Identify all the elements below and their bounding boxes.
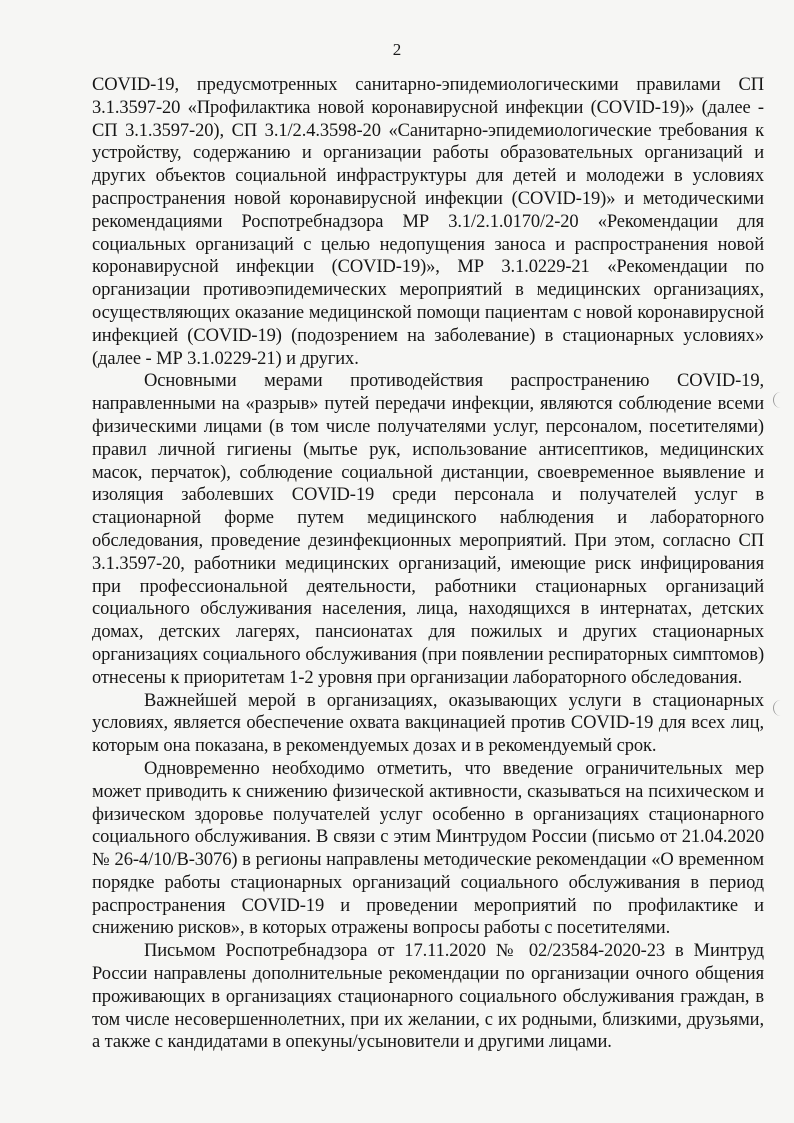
binding-hole-mark (773, 700, 788, 716)
paragraph-vaccination: Важнейшей мерой в организациях, оказывающих услуги в стационарных условиях, является обеспечение охвата вакцинацией против COVID-19 для всех лиц, которым она показана, в рекомендуемых дозах и в рекомендуемый срок. (92, 690, 764, 757)
paragraph-continuation: COVID-19, предусмотренных санитарно-эпидемиологическими правилами СП 3.1.3597-20 «Профилактика новой коронавирусной инфекции (COVID-19)» (далее - СП 3.1.3597-20), СП 3.1/2.4.3598-20 «Санитарно-эпидемиологические требования к устройству, содержанию и организации работы образовательных организаций и других объектов социальной инфраструктуры для детей и молодежи в условиях распространения новой коронавирусной инфекции (COVID-19)» и методическими рекомендациями Роспотребнадзора МР 3.1/2.1.0170/2-20 «Рекомендации для социальных организаций с целью недопущения заноса и распространения новой коронавирусной инфекции (COVID-19)», МР 3.1.0229-21 «Рекомендации по организации противоэпидемических мероприятий в медицинских организациях, осуществляющих оказание медицинской помощи пациентам с новой коронавирусной инфекцией (COVID-19) (подозрением на заболевание) в стационарных условиях» (далее - МР 3.1.0229-21) и других. (92, 75, 764, 369)
paragraph-rospotrebnadzor-letter: Письмом Роспотребнадзора от 17.11.2020 № 02/23584-2020-23 в Минтруд России направлены дополнительные рекомендации по организации очного общения проживающих в организациях стационарного социального обслуживания граждан, в том числе несовершеннолетних, при их желании, с их родными, близкими, друзьями, а также с кандидатами в опекуны/усыновители и другими лицами. (92, 941, 764, 1053)
paragraph-restrictions: Одновременно необходимо отметить, что введение ограничительных мер может приводить к снижению физической активности, сказываться на психическом и физическом здоровье получателей услуг особенно в организациях стационарного социального обслуживания. В связи с этим Минтрудом России (письмо от 21.04.2020 № 26-4/10/В-3076) в регионы направлены методические рекомендации «О временном порядке работы стационарных организаций социального обслуживания в период распространения COVID-19 и проведении мероприятий по профилактике и снижению рисков», в которых отражены вопросы работы с посетителями. (92, 758, 764, 939)
binding-hole-mark (773, 392, 788, 408)
paragraph-main-measures: Основными мерами противодействия распространению COVID-19, направленными на «разрыв» путей передачи инфекции, являются соблюдение всеми физическими лицами (в том числе получателями услуг, персоналом, посетителями) правил личной гигиены (мытье рук, использование антисептиков, медицинских масок, перчаток), соблюдение социальной дистанции, своевременное выявление и изоляция заболевших COVID-19 среди персонала и получателей услуг в стационарной форме путем медицинского наблюдения и лабораторного обследования, проведение дезинфекционных мероприятий. При этом, согласно СП 3.1.3597-20, работники медицинских организаций, имеющие риск инфицирования при профессиональной деятельности, работники стационарных организаций социального обслуживания населения, лица, находящихся в интернатах, детских домах, детских лагерях, пансионатах для пожилых и других стационарных организациях социального обслуживания (при появлении респираторных симптомов) отнесены к приоритетам 1-2 уровня при организации лабораторного обследования. (92, 371, 764, 688)
page-number: 2 (392, 40, 402, 59)
document-body (92, 74, 764, 1054)
